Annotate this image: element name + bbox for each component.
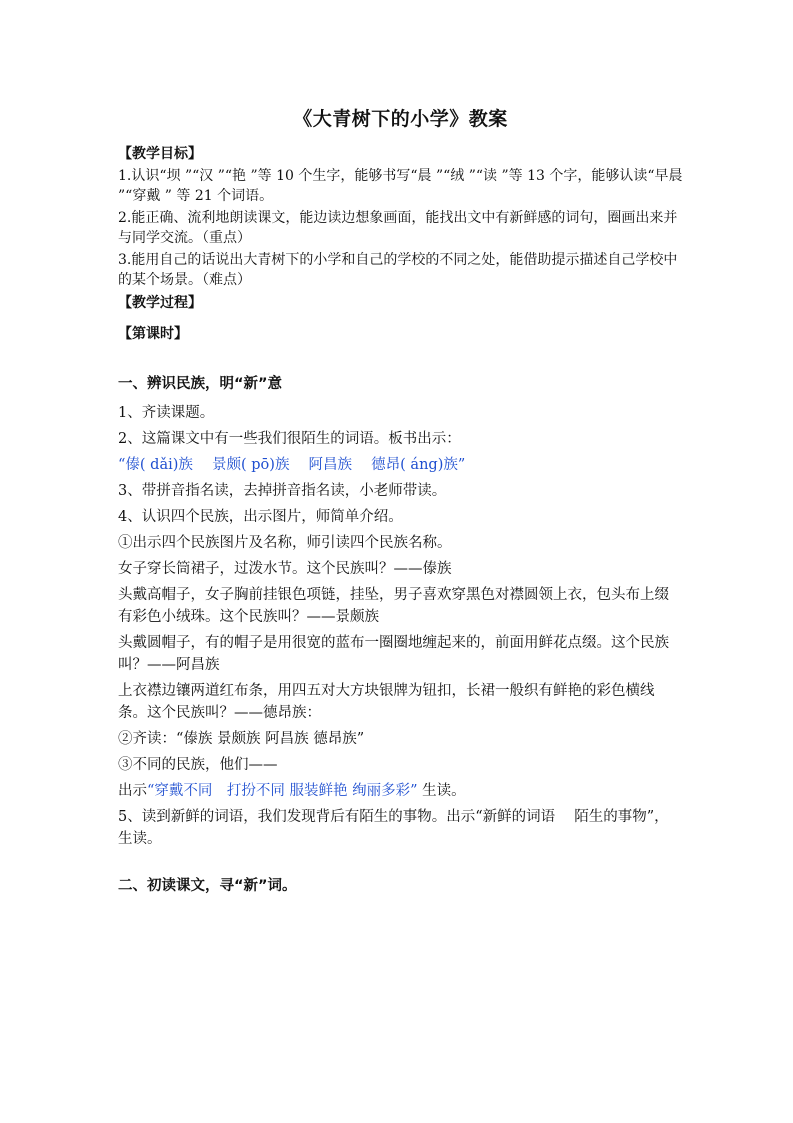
process-heading: 【教学过程】 xyxy=(118,295,202,311)
paragraph: 上衣襟边镶两道红布条，用四五对大方块银牌为钮扣，长裙一般织有鲜艳的彩色横线条。这个民族叫？——德昂族： xyxy=(118,683,655,721)
highlighted-words: “穿戴不同 打扮不同 服装鲜艳 绚丽多彩” xyxy=(147,783,418,799)
paragraph: 女子穿长筒裙子，过泼水节。这个民族叫？——傣族 xyxy=(118,561,452,577)
show-suffix: 生读。 xyxy=(417,783,466,799)
paragraph: 5、读到新鲜的词语，我们发现背后有陌生的事物。出示“新鲜的词语 陌生的事物”，生读。 xyxy=(118,809,669,847)
objective-item: 2.能正确、流利地朗读课文，能边读边想象画面，能找出文中有新鲜感的词句，圈画出来并与同学交流。（重点） xyxy=(118,210,678,246)
lesson-heading: 【第课时】 xyxy=(118,326,188,342)
paragraph: ①出示四个民族图片及名称，师引读四个民族名称。 xyxy=(118,535,452,551)
paragraph: 头戴高帽子，女子胸前挂银色项链，挂坠，男子喜欢穿黑色对襟圆领上衣，包头布上缀有彩色小绒珠。这个民族叫？——景颇族 xyxy=(118,587,669,625)
part2-heading: 二、初读课文，寻“新”词。 xyxy=(118,878,297,894)
paragraph: 2、这篇课文中有一些我们很陌生的词语。板书出示： xyxy=(118,431,461,447)
paragraph: 4、认识四个民族，出示图片，师简单介绍。 xyxy=(118,509,403,525)
paragraph: ②齐读：“傣族 景颇族 阿昌族 德昂族” xyxy=(118,731,365,747)
ethnic-groups-board: “傣( dǎi)族 景颇( pō)族 阿昌族 德昂( áng)族” xyxy=(118,457,466,473)
objectives-heading: 【教学目标】 xyxy=(118,146,202,162)
paragraph: 3、带拼音指名读，去掉拼音指名读，小老师带读。 xyxy=(118,483,447,499)
part1-heading: 一、辨识民族，明“新”意 xyxy=(118,376,283,392)
document-title: 《大青树下的小学》教案 xyxy=(293,108,508,130)
paragraph: 头戴圆帽子，有的帽子是用很宽的蓝布一圈圈地缠起来的，前面用鲜花点缀。这个民族叫？——阿昌族 xyxy=(118,635,669,673)
objectives-list xyxy=(118,166,683,290)
paragraph-show-words xyxy=(118,780,683,802)
objective-item: 3.能用自己的话说出大青树下的小学和自己的学校的不同之处，能借助提示描述自己学校中的某个场景。（难点） xyxy=(118,252,678,288)
paragraph: ③不同的民族，他们—— xyxy=(118,757,278,773)
paragraph: 1、齐读课题。 xyxy=(118,405,215,421)
show-prefix: 出示 xyxy=(118,783,147,799)
objective-item: 1.认识“坝 ”“汉 ”“艳 ”等 10 个生字，能够书写“晨 ”“绒 ”“读 ”等 13 个字，能够认读“早晨 ”“穿戴 ” 等 21 个词语。 xyxy=(118,168,683,204)
